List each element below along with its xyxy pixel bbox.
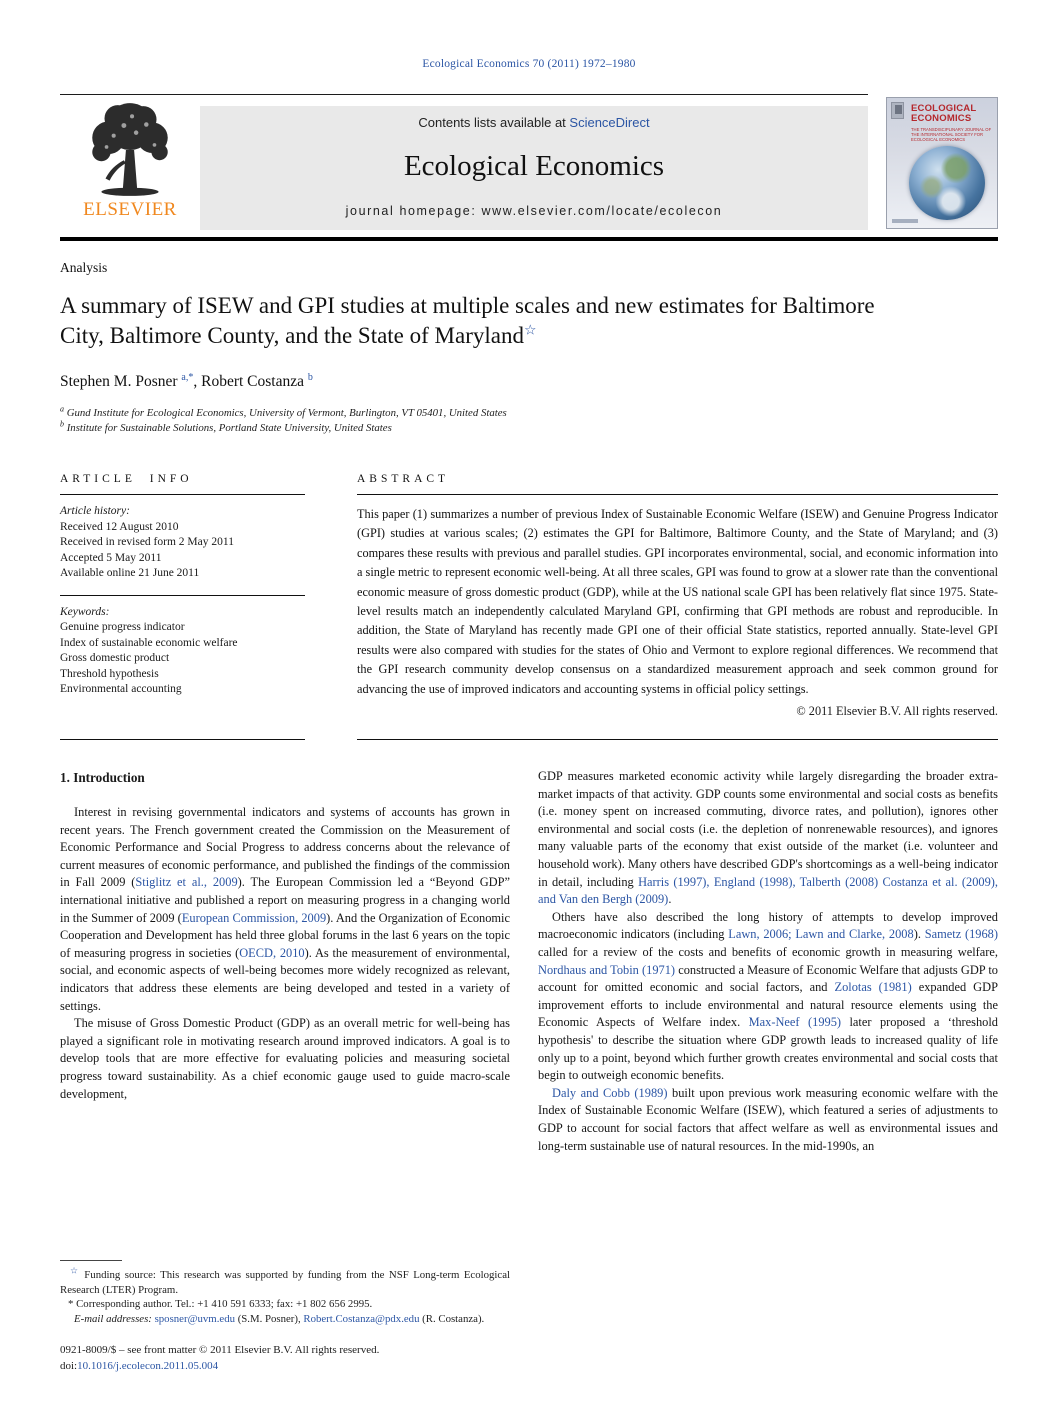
issn-copyright-line: 0921-8009/$ – see front matter © 2011 Elsevier B.V. All rights reserved. [60, 1344, 380, 1357]
keyword-item: Environmental accounting [60, 683, 182, 695]
journal-cover-thumbnail[interactable] [886, 97, 998, 229]
body-right-column [538, 768, 998, 1374]
text-segment: The misuse of Gross Domestic Product (GDP) as an overall metric for well-being has played a significant role in motivating research around improved indicators. A goal is to develop tools that are more effective for evaluating policies and measuring societal progress toward sustainability. As a chief economic gauge used to guide macro-scale development, [60, 1016, 510, 1101]
abstract-text: This paper (1) summarizes a number of previous Index of Sustainable Economic Welfare (ISEW) and Genuine Progress Indicator (GPI) studies at various scales; (2) estimates the GPI for Baltimore, Baltimore County, and the State of Maryland; and (3) compares these results with previous and parallel studies. GPI incorporates environmental, social, and economic information into a single metric to represent economic well-being. At all three scales, GPI was found to grow at a slower rate than the conventional economic measure of gross domestic product (GDP), while at the US national scale GPI has been relatively flat since 1975. State-level results match an independently calculated Maryland GPI, confirming that GPI methods are robust and reproducible. In addition, the State of Maryland has recently made GPI one of their official State statistics, reported annually. State-level GPI results were also compared with studies for the states of Ohio and Vermont to explore regional differences. We recommend that the GPI research community develop consensus on a standardized measurement approach and seek common ground for advancing the use of improved indicators and accounting systems in official policy settings. [357, 507, 998, 696]
inline-link[interactable]: Robert.Costanza@pdx.edu [303, 1312, 420, 1325]
inline-link[interactable]: Daly and Cobb (1989) [552, 1085, 668, 1100]
abstract-copyright: © 2011 Elsevier B.V. All rights reserved. [796, 704, 998, 719]
title-footnote-star[interactable]: ☆ [523, 323, 537, 339]
inline-link[interactable]: OECD, 2010 [239, 945, 305, 960]
journal-masthead [60, 94, 998, 232]
text-segment: b [60, 418, 64, 428]
front-matter-block [60, 1343, 510, 1374]
inline-link[interactable]: 10.1016/j.ecolecon.2011.05.004 [77, 1359, 219, 1372]
inline-link[interactable]: Zolotas (1981) [834, 980, 912, 995]
doi-line [60, 1359, 510, 1375]
text-segment: doi: [60, 1359, 78, 1372]
cover-title: ECOLOGICAL ECONOMICS [911, 103, 977, 124]
elsevier-logo [60, 95, 200, 232]
text-segment: E-mail addresses: [74, 1312, 155, 1325]
keyword-item: Index of sustainable economic welfare [60, 636, 238, 649]
inline-link[interactable]: sposner@uvm.edu [154, 1312, 235, 1325]
text-segment: (S.M. Posner), [235, 1312, 304, 1325]
text-segment: constructed a Measure of Economic Welfare that adjusts GDP to account for omitted economic and social factors, and [538, 962, 998, 995]
inline-link[interactable]: Sametz (1968) [924, 927, 999, 942]
cover-globe-image [909, 146, 985, 220]
paragraph [538, 1085, 998, 1155]
journal-citation: Ecological Economics 70 (2011) 1972–1980 [422, 58, 636, 70]
text-segment: . [668, 892, 672, 907]
keyword-item: Genuine progress indicator [60, 621, 185, 633]
text-segment: built upon previous work measuring economic welfare with the Index of Sustainable Economic Welfare (ISEW), which featured a series of adjustments to GDP to account for social factors that affect welfare as well as environmental issues and long-term sustainable use of natural resources. In the mid-1990s, an [538, 1085, 998, 1153]
affiliation-a [60, 406, 998, 421]
contents-available-line [210, 115, 858, 130]
keywords-block [60, 596, 305, 710]
text-segment: a [60, 404, 64, 414]
masthead-divider [60, 237, 998, 241]
article-history-item: Accepted 5 May 2011 [60, 551, 162, 564]
text-segment: expanded GDP improvement efforts to include environmental and natural resource elements using the Economic Aspects of Welfare index. [538, 980, 998, 1030]
contents-prefix: Contents lists available at [418, 115, 570, 130]
section-1-heading: 1. Introduction [60, 770, 145, 786]
inline-link[interactable]: European Commission, 2009 [181, 910, 327, 925]
text-segment: Gund Institute for Ecological Economics, University of Vermont, Burlington, VT 05401, United States [64, 407, 507, 419]
text-segment: later proposed a ‘threshold hypothesis' to describe the situation where GDP growth leads to increased quality of life only up to a point, beyond which further growth creates environmental and social costs that begin to outweigh economic benefits. [538, 1015, 999, 1083]
text-segment: ). And the Organization of Economic Cooperation and Development has held three global forums in the last 6 years on the topic of measuring progress in societies ( [60, 910, 510, 960]
info-abstract-section [60, 473, 998, 740]
abstract-heading: ABSTRACT [357, 473, 998, 495]
email-addresses-footnote [60, 1312, 510, 1326]
footnote-divider [60, 1260, 122, 1261]
paragraph [60, 804, 510, 1015]
journal-homepage-link[interactable]: journal homepage: www.elsevier.com/locate/ecolecon [345, 204, 723, 218]
article-category: Analysis [60, 260, 108, 275]
journal-name: Ecological Economics [403, 150, 665, 182]
affiliation-b [60, 418, 998, 436]
text-segment: (R. Costanza). [419, 1312, 485, 1325]
article-history-item: Available online 21 June 2011 [60, 567, 200, 579]
inline-link[interactable]: Nordhaus and Tobin (1971) [538, 962, 676, 977]
keyword-item: Threshold hypothesis [60, 667, 159, 680]
article-history-item: Received 12 August 2010 [60, 520, 179, 533]
keywords-label: Keywords: [60, 605, 110, 618]
body-left-column [60, 768, 510, 1374]
footnote-block [60, 1260, 510, 1374]
text-segment: , Robert Costanza [193, 373, 308, 390]
affiliations [60, 406, 998, 435]
inline-link[interactable]: Max-Neef (1995) [748, 1015, 842, 1030]
text-segment: ). [913, 927, 925, 942]
text-segment: called for a review of the costs and benefits of economic growth in measuring welfare, [538, 945, 998, 959]
cover-footer-mark [892, 219, 918, 223]
article-history-label: Article history: [60, 505, 130, 517]
inline-link[interactable]: b [307, 371, 313, 383]
article-info-column [60, 473, 305, 740]
masthead-left [60, 94, 868, 232]
funding-footnote: ☆ Funding source: This research was supported by funding from the NSF Long-term Ecological Research (LTER) Program. [60, 1265, 510, 1296]
text-segment: Stephen M. Posner [60, 373, 182, 390]
masthead-center-panel [200, 106, 868, 230]
article-body [60, 768, 998, 1374]
keywords-list [60, 620, 305, 698]
abstract-column [357, 473, 998, 740]
text-segment: Interest in revising governmental indicators and systems of accounts has grown in recent years. The French government created the Commission on the Measurement of Economic Performance and Social Progress to address concerns about the relevance of current measures of economic performance, and published the findings of the commission in Fall 2009 ( [60, 805, 510, 890]
paragraph [538, 768, 998, 909]
keyword-item: Gross domestic product [60, 652, 170, 664]
article-history-item: Received in revised form 2 May 2011 [60, 536, 234, 548]
article-history-list [60, 520, 305, 582]
sciencedirect-link[interactable]: ScienceDirect [569, 115, 650, 130]
text-segment: ). As the measurement of environmental, social, and economic aspects of well-being becomes more widely recognized as relevant, indicators that address these elements are being developed and tested in a variety of settings. [60, 945, 510, 1013]
cover-elsevier-mini-logo [891, 102, 904, 119]
inline-link[interactable]: Stiglitz et al., 2009 [135, 875, 238, 890]
article-history-block [60, 495, 305, 596]
elsevier-wordmark: ELSEVIER [83, 199, 177, 220]
cover-subtitle: THE TRANSDISCIPLINARY JOURNAL OF THE INTERNATIONAL SOCIETY FOR ECOLOGICAL ECONOMICS [911, 127, 992, 142]
author-line [60, 373, 998, 391]
paragraph [60, 1015, 510, 1103]
text-segment: Others have also described the long history of attempts to develop improved macroeconomic indicators (including [538, 909, 998, 942]
funding-star-icon: ☆ [70, 1265, 80, 1276]
article-info-heading: ARTICLE INFO [60, 473, 305, 495]
inline-link[interactable]: Lawn, 2006; Lawn and Clarke, 2008 [728, 927, 914, 942]
inline-link[interactable]: Harris (1997), England (1998), Talberth (2008) Costanza et al. (2009), and Van den Bergh (2009) [538, 874, 999, 907]
inline-link[interactable]: a,* [181, 371, 194, 383]
elsevier-tree-icon [78, 99, 182, 201]
text-segment: Institute for Sustainable Solutions, Portland State University, United States [64, 421, 392, 434]
text-segment: GDP measures marketed economic activity while largely disregarding the broader extra-market impacts of that activity. GDP counts some environmental and social costs as benefits (i.e. money spent on increased commuting, divorce rates, and pollution), ignores other environmental and social costs (i.e. the depletion of nonrenewable resources), and ignores many valuable parts of the economy that exist outside of the market (i.e. volunteer and household work). Many others have described GDP's shortcomings as a well-being indicator in detail, including [538, 769, 998, 889]
corresponding-author-footnote: * Corresponding author. Tel.: +1 410 591 6333; fax: +1 802 656 2995. [68, 1298, 373, 1311]
article-title: A summary of ISEW and GPI studies at multiple scales and new estimates for Baltimore City, Baltimore County, and the State of Maryland☆ [60, 293, 875, 348]
text-segment: ). The European Commission led a “Beyond GDP” international initiative and published a report on measuring progress in a changing world in the Summer of 2009 ( [60, 875, 511, 925]
paragraph [538, 909, 998, 1085]
